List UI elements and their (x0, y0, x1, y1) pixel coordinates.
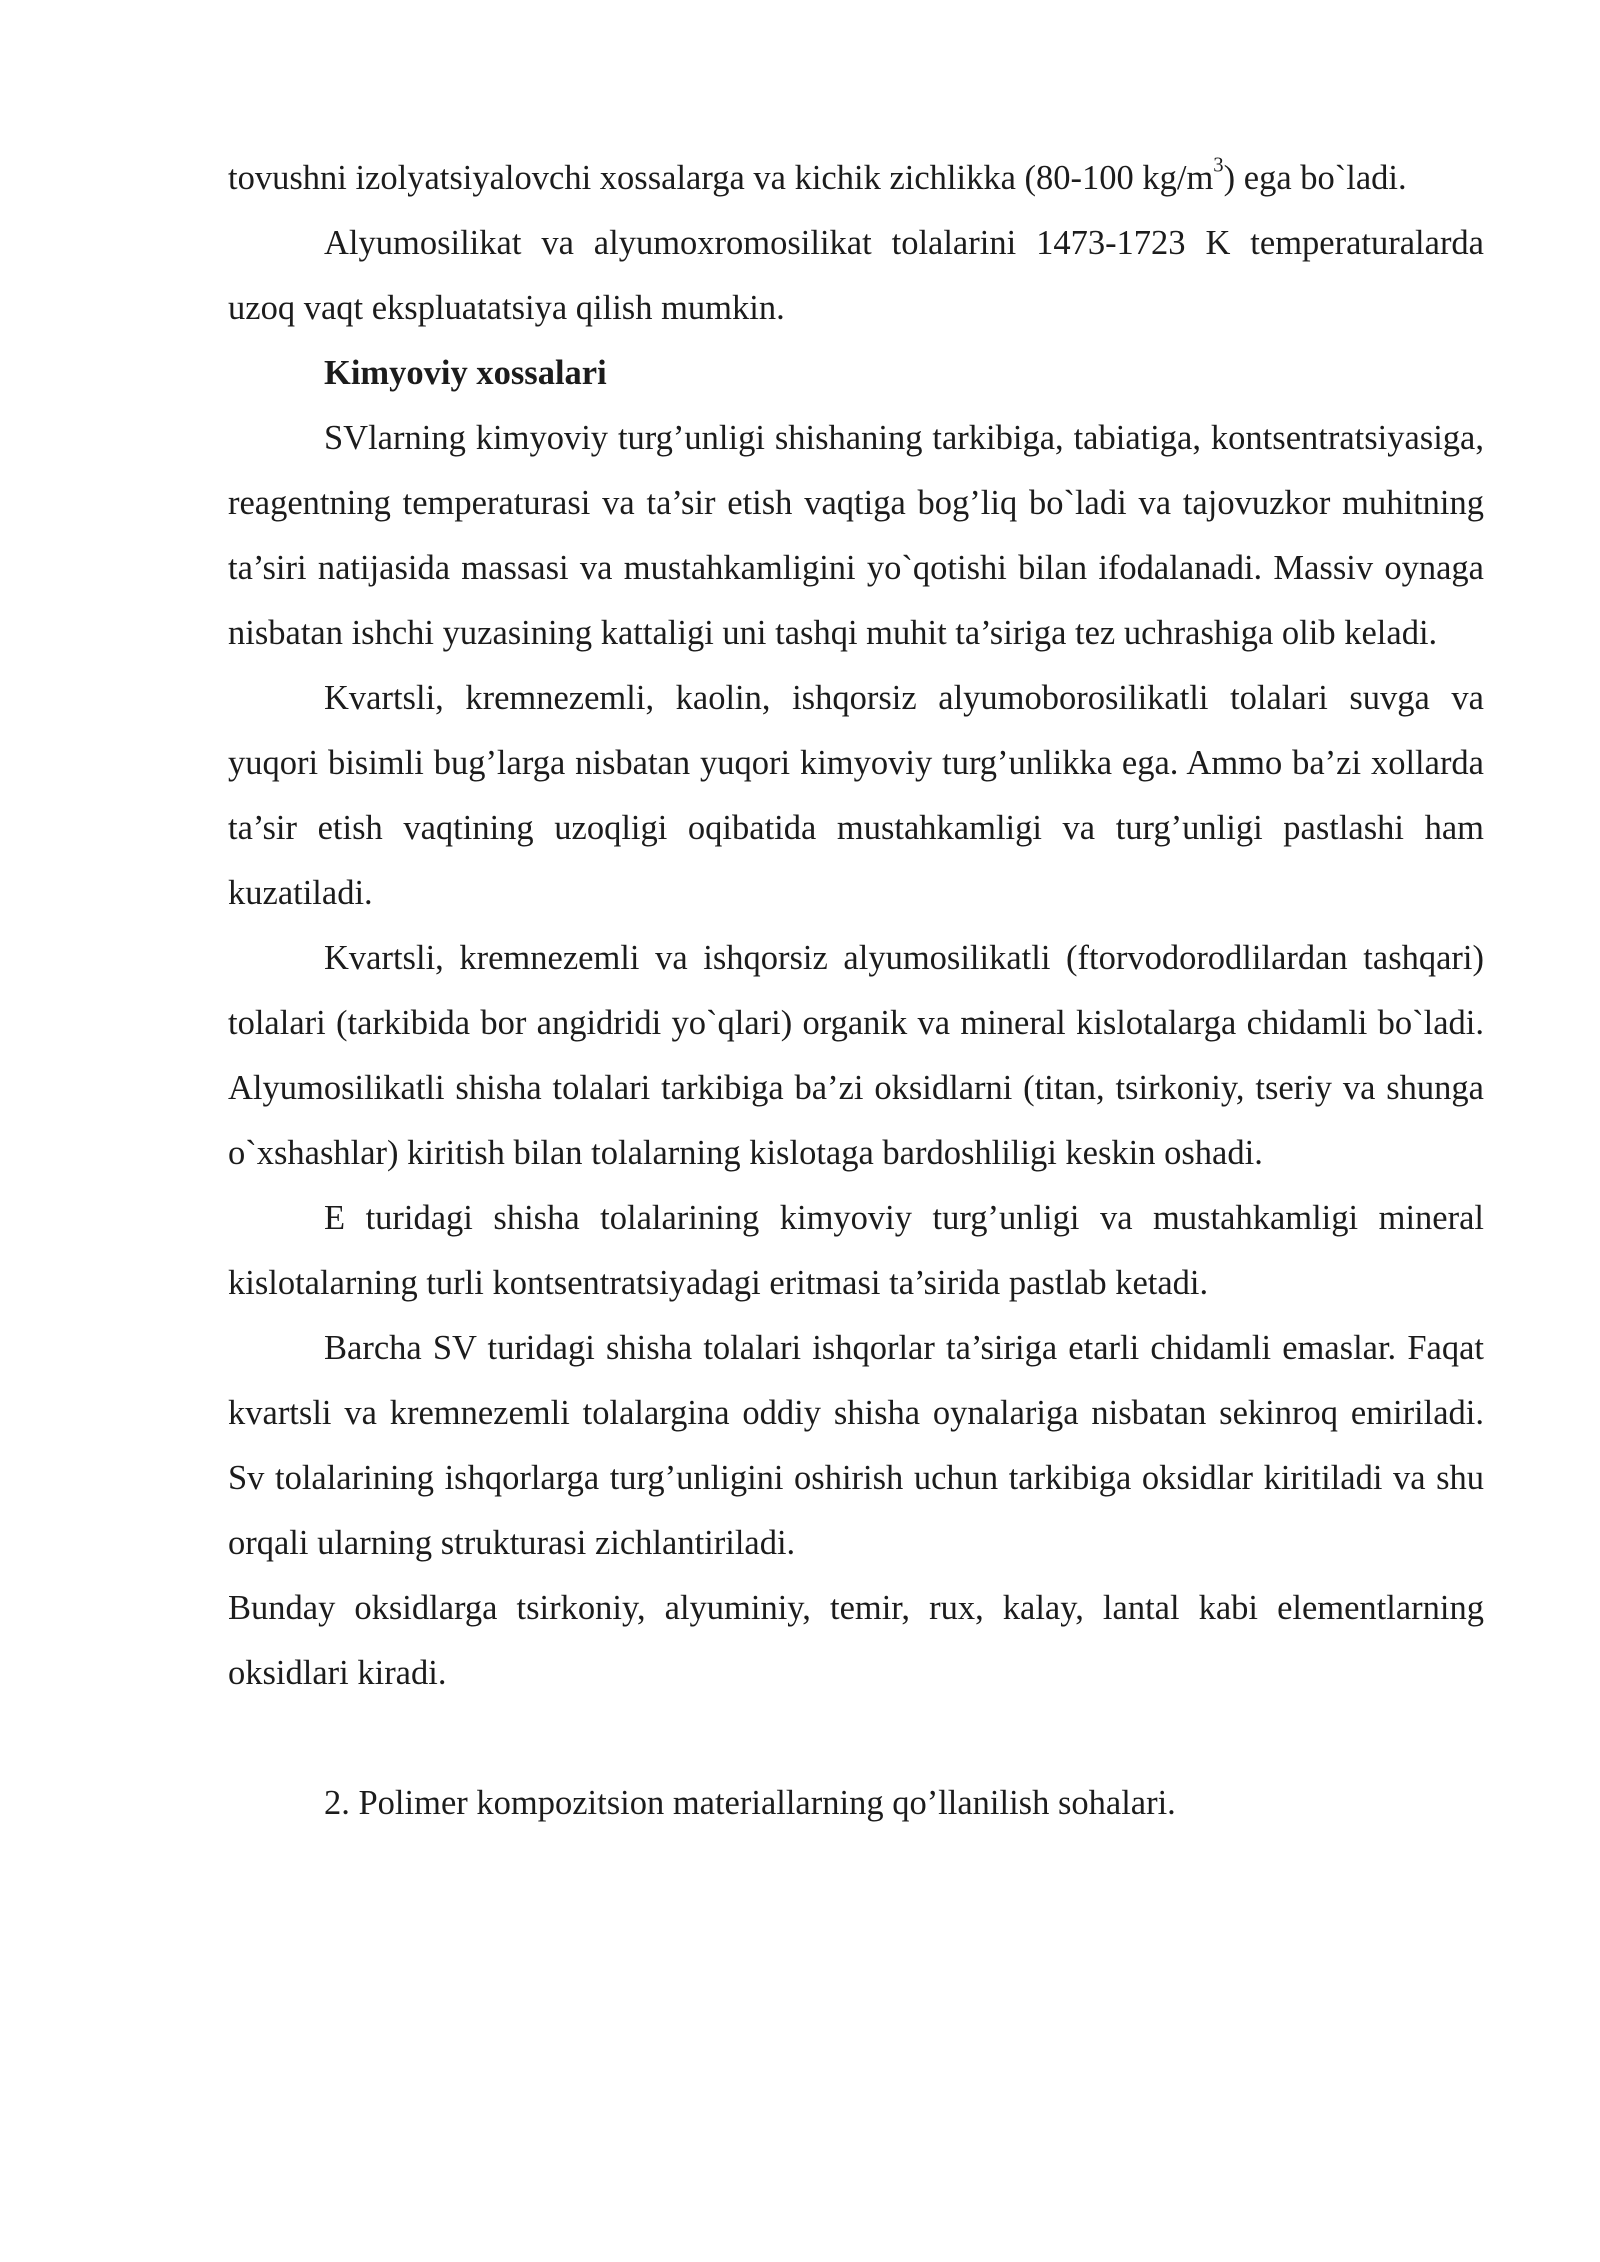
paragraph-temperature: Alyumosilikat va alyumoxromosilikat tolalarini 1473-1723 K temperaturalarda uzoq vaqt ekspluatatsiya qilish mumkin. (228, 224, 1484, 327)
document-page (228, 146, 1484, 1836)
paragraph-e-type-fibers: E turidagi shisha tolalarining kimyoviy turg’unligi va mustahkamligi mineral kislotalarning turli kontsentratsiyadagi eritmasi ta’sirida pastlab ketadi. (228, 1199, 1484, 1302)
paragraph-alkali-resistance: Barcha SV turidagi shisha tolalari ishqorlar ta’siriga etarli chidamli emaslar. Faqat kvartsli va kremnezemli tolalargina oddiy shisha oynalariga nisbatan sekinroq emiriladi. Sv tolalarining ishqorlarga turg’unligini oshirish uchun tarkibiga oksidlar kiritiladi va shu orqali ularning strukturasi zichlantiriladi. (228, 1329, 1484, 1562)
section-heading: Kimyoviy xossalari (324, 354, 607, 392)
section-title: 2. Polimer kompozitsion materiallarning qo’llanilish sohalari. (324, 1784, 1176, 1822)
superscript: 3 (1213, 154, 1224, 177)
paragraph-text: ) ega bo`ladi. (1223, 159, 1407, 197)
blank-line (228, 1706, 1484, 1771)
paragraph-intro-continuation (228, 146, 1484, 211)
paragraph-text: tovushni izolyatsiyalovchi xossalarga va kichik zichlikka (80-100 kg/m (228, 159, 1214, 197)
paragraph-water-resistance: Kvartsli, kremnezemli, kaolin, ishqorsiz alyumoborosilikatli tolalari suvga va yuqori bisimli bug’larga nisbatan yuqori kimyoviy turg’unlikka ega. Ammo ba’zi xollarda ta’sir etish vaqtining uzoqligi oqibatida mustahkamligi va turg’unligi pastlashi ham kuzatiladi. (228, 679, 1484, 912)
paragraph-chemical-stability: SVlarning kimyoviy turg’unligi shishaning tarkibiga, tabiatiga, kontsentratsiyasiga, reagentning temperaturasi va ta’sir etish vaqtiga bog’liq bo`ladi va tajovuzkor muhitning ta’siri natijasida massasi va mustahkamligini yo`qotishi bilan ifodalanadi. Massiv oynaga nisbatan ishchi yuzasining kattaligi uni tashqi muhit ta’siriga tez uchrashiga olib keladi. (228, 419, 1484, 652)
paragraph-acid-resistance: Kvartsli, kremnezemli va ishqorsiz alyumosilikatli (ftorvodorodlilardan tashqari) tolalari (tarkibida bor angidridi yo`qlari) organik va mineral kislotalarga chidamli bo`ladi. Alyumosilikatli shisha tolalari tarkibiga ba’zi oksidlarni (titan, tsirkoniy, tseriy va shunga o`xshashlar) kiritish bilan tolalarning kislotaga bardoshliligi keskin oshadi. (228, 939, 1484, 1172)
paragraph-oxides: Bunday oksidlarga tsirkoniy, alyuminiy, temir, rux, kalay, lantal kabi elementlarning oksidlari kiradi. (228, 1589, 1484, 1692)
